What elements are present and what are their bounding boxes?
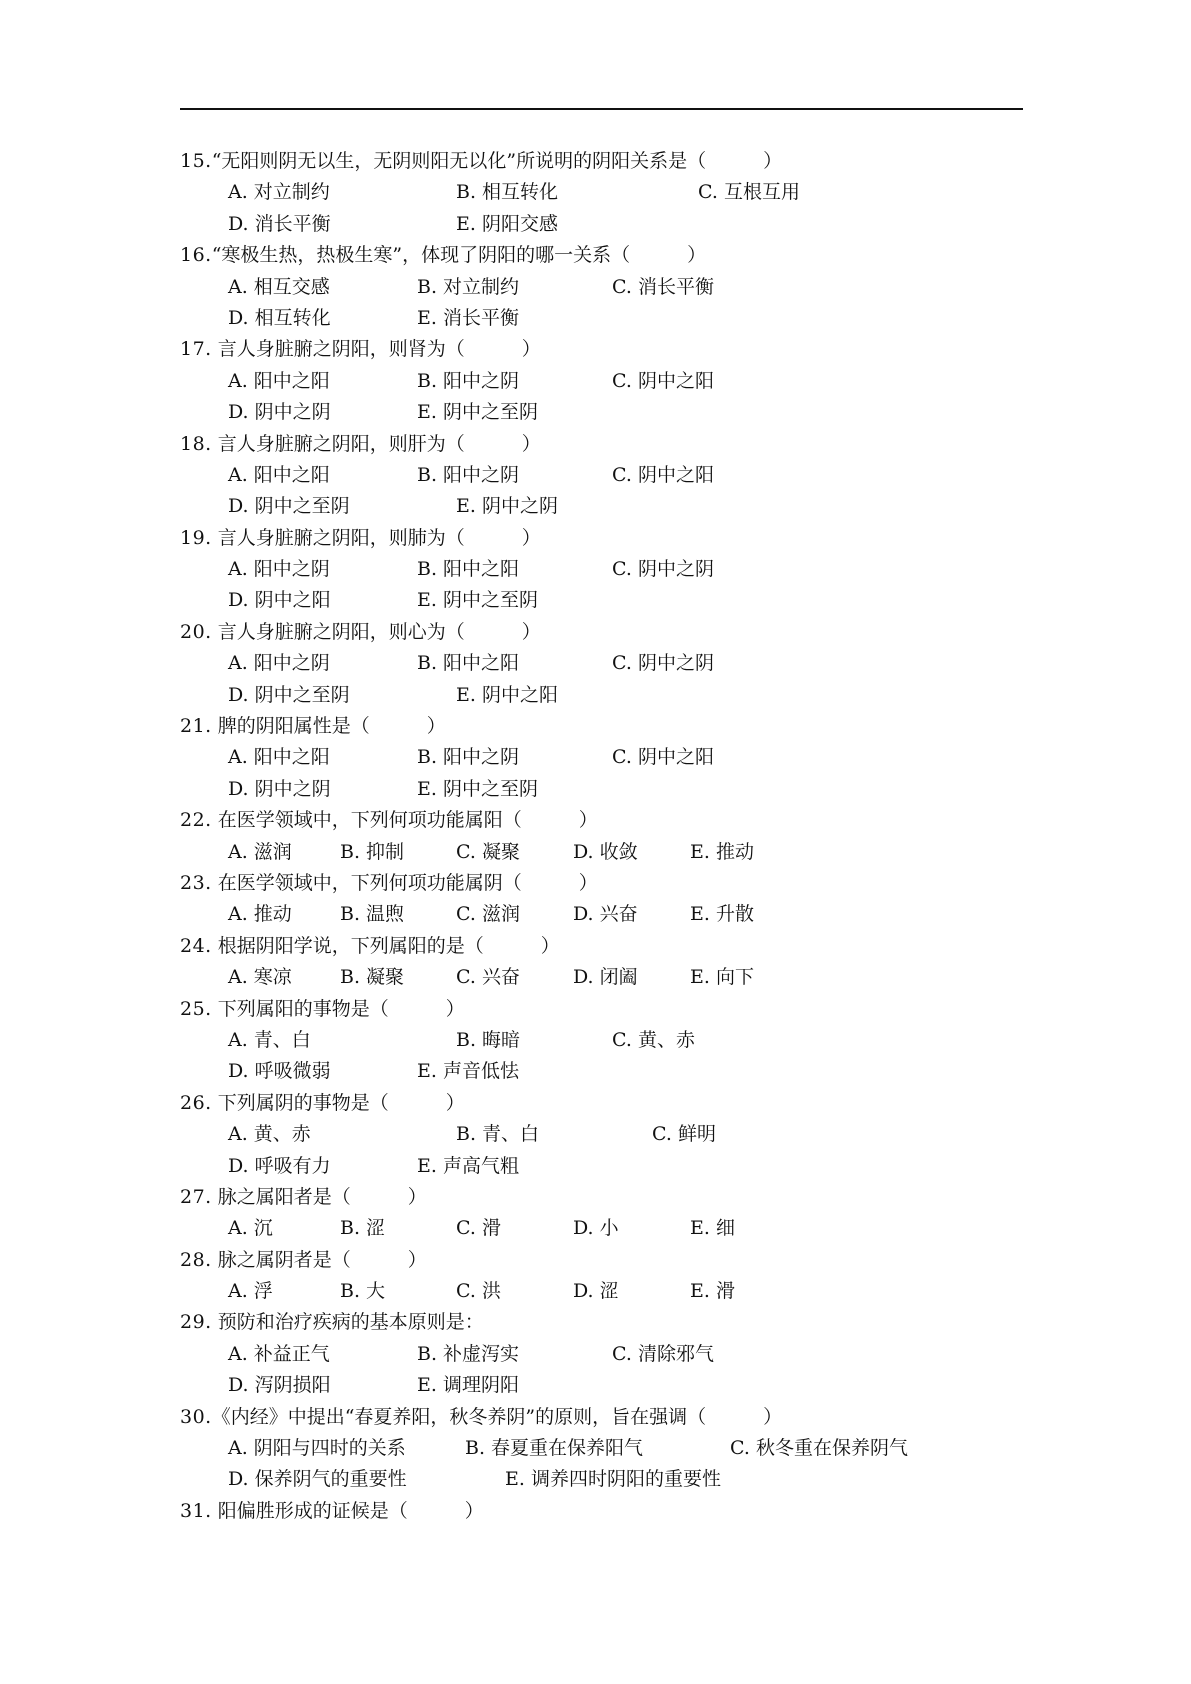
answer-option[interactable]: C. 鲜明 (652, 1123, 716, 1146)
answer-option[interactable]: C. 秋冬重在保养阴气 (730, 1437, 908, 1460)
option-row (180, 177, 1040, 208)
question-text: “无阳则阴无以生，无阴则阳无以化”所说明的阴阳关系是（ ） (211, 150, 783, 172)
question-number: 15. (180, 150, 212, 172)
question-stem (180, 1182, 1040, 1213)
answer-option[interactable]: E. 推动 (690, 840, 754, 863)
option-row (180, 1151, 1040, 1182)
question-stem (180, 523, 1040, 554)
answer-option[interactable]: E. 阴中之至阴 (417, 589, 538, 612)
answer-option[interactable]: B. 阳中之阴 (417, 463, 520, 486)
option-row (180, 837, 1040, 868)
answer-option[interactable]: C. 滑 (456, 1217, 501, 1240)
answer-option[interactable]: C. 黄、赤 (612, 1028, 695, 1051)
question-number: 28. (180, 1248, 212, 1271)
answer-option[interactable]: C. 清除邪气 (612, 1342, 714, 1365)
question-stem (180, 994, 1040, 1025)
question-stem (180, 334, 1040, 365)
answer-option[interactable]: A. 对立制约 (228, 181, 330, 204)
answer-option[interactable]: D. 小 (573, 1217, 619, 1240)
question-number: 23. (180, 871, 212, 894)
answer-option[interactable]: B. 春夏重在保养阳气 (465, 1437, 644, 1460)
question-stem (180, 931, 1040, 962)
answer-option[interactable]: D. 阴中之阳 (228, 589, 331, 612)
question-stem (180, 1088, 1040, 1119)
option-row (180, 899, 1040, 930)
answer-option[interactable]: C. 阴中之阳 (612, 463, 714, 486)
question-number: 16. (180, 244, 212, 267)
question-text: 根据阴阳学说，下列属阳的是（ ） (211, 934, 560, 957)
question-number: 30. (180, 1405, 212, 1428)
question-text: “寒极生热，热极生寒”，体现了阴阳的哪一关系（ ） (211, 244, 707, 267)
answer-option[interactable]: C. 阴中之阳 (612, 746, 714, 769)
option-row (180, 1213, 1040, 1244)
answer-option[interactable]: C. 兴奋 (456, 966, 520, 989)
question-list (180, 146, 1040, 1527)
answer-option[interactable]: A. 阳中之阴 (228, 558, 330, 581)
question-stem (180, 240, 1040, 271)
answer-option[interactable]: E. 调理阴阳 (417, 1374, 519, 1397)
question-number: 29. (180, 1311, 212, 1334)
question-number: 26. (180, 1091, 212, 1114)
question-text: 言人身脏腑之阴阳，则心为（ ） (211, 620, 541, 643)
question-text: 下列属阳的事物是（ ） (211, 997, 465, 1020)
question-text: 言人身脏腑之阴阳，则肝为（ ） (211, 432, 541, 455)
answer-option[interactable]: E. 细 (690, 1217, 735, 1240)
answer-option[interactable]: E. 声高气粗 (417, 1154, 519, 1177)
question-number: 22. (180, 809, 212, 832)
answer-option[interactable]: E. 阴中之阳 (456, 683, 558, 706)
question-number: 21. (180, 715, 212, 738)
answer-option[interactable]: D. 保养阴气的重要性 (228, 1468, 407, 1491)
question-stem (180, 1307, 1040, 1338)
answer-option[interactable]: C. 阴中之阴 (612, 652, 714, 675)
answer-option[interactable]: E. 调养四时阴阳的重要性 (505, 1468, 721, 1491)
question-number: 24. (180, 934, 212, 957)
answer-option[interactable]: B. 相互转化 (456, 181, 559, 204)
answer-option[interactable]: A. 阳中之阳 (228, 463, 330, 486)
answer-option[interactable]: D. 兴奋 (573, 903, 638, 926)
answer-option[interactable]: D. 阴中之至阴 (228, 495, 350, 518)
question-stem (180, 805, 1040, 836)
answer-option[interactable]: E. 声音低怯 (417, 1060, 519, 1083)
question-stem (180, 711, 1040, 742)
answer-option[interactable]: C. 滋润 (456, 903, 520, 926)
answer-option[interactable]: D. 收敛 (573, 840, 638, 863)
answer-option[interactable]: A. 补益正气 (228, 1342, 330, 1365)
answer-option[interactable]: A. 寒凉 (228, 966, 292, 989)
option-row (180, 774, 1040, 805)
answer-option[interactable]: C. 阴中之阳 (612, 369, 714, 392)
answer-option[interactable]: C. 互根互用 (698, 181, 800, 204)
option-row (180, 1119, 1040, 1150)
answer-option[interactable]: D. 泻阴损阳 (228, 1374, 331, 1397)
answer-option[interactable]: B. 阳中之阴 (417, 369, 520, 392)
answer-option[interactable]: E. 阴中之阴 (456, 495, 558, 518)
option-row (180, 1025, 1040, 1056)
option-row (180, 272, 1040, 303)
question-stem (180, 1402, 1040, 1433)
question-text: 脾的阴阳属性是（ ） (211, 715, 446, 738)
option-row (180, 460, 1040, 491)
answer-option[interactable]: B. 晦暗 (456, 1028, 521, 1051)
question-stem (180, 1496, 1040, 1527)
option-row (180, 1339, 1040, 1370)
answer-option[interactable]: D. 阴中之阴 (228, 401, 331, 424)
answer-option[interactable]: D. 相互转化 (228, 306, 331, 329)
answer-option[interactable]: A. 滋润 (228, 840, 292, 863)
answer-option[interactable]: A. 推动 (228, 903, 292, 926)
answer-option[interactable]: D. 呼吸有力 (228, 1154, 331, 1177)
answer-option[interactable]: D. 呼吸微弱 (228, 1060, 331, 1083)
question-text: 在医学领域中，下列何项功能属阳（ ） (211, 809, 598, 832)
answer-option[interactable]: A. 沉 (228, 1217, 273, 1240)
option-row (180, 648, 1040, 679)
answer-option[interactable]: B. 阳中之阳 (417, 558, 520, 581)
answer-option[interactable]: A. 阳中之阴 (228, 652, 330, 675)
answer-option[interactable]: E. 向下 (690, 966, 754, 989)
answer-option[interactable]: A. 黄、赤 (228, 1123, 311, 1146)
question-number: 17. (180, 338, 212, 361)
question-stem (180, 429, 1040, 460)
option-row (180, 397, 1040, 428)
question-number: 25. (180, 997, 212, 1020)
answer-option[interactable]: A. 阳中之阳 (228, 369, 330, 392)
answer-option[interactable]: C. 阴中之阴 (612, 558, 714, 581)
question-number: 20. (180, 620, 212, 643)
question-number: 31. (180, 1499, 212, 1522)
answer-option[interactable]: B. 阳中之阴 (417, 746, 520, 769)
answer-option[interactable]: C. 凝聚 (456, 840, 520, 863)
answer-option[interactable]: A. 阴阳与四时的关系 (228, 1437, 406, 1460)
answer-option[interactable]: E. 消长平衡 (417, 306, 519, 329)
option-row (180, 554, 1040, 585)
answer-option[interactable]: E. 阴阳交感 (456, 212, 558, 235)
answer-option[interactable]: D. 阴中之至阴 (228, 683, 350, 706)
question-text: 言人身脏腑之阴阳，则肾为（ ） (211, 338, 541, 361)
option-row (180, 1464, 1040, 1495)
option-row (180, 209, 1040, 240)
option-row (180, 366, 1040, 397)
answer-option[interactable]: E. 阴中之至阴 (417, 777, 538, 800)
answer-option[interactable]: E. 升散 (690, 903, 754, 926)
question-text: 言人身脏腑之阴阳，则肺为（ ） (211, 526, 541, 549)
question-text: 阳偏胜形成的证候是（ ） (211, 1499, 484, 1522)
answer-option[interactable]: A. 阳中之阳 (228, 746, 330, 769)
option-row (180, 1370, 1040, 1401)
option-row (180, 303, 1040, 334)
answer-option[interactable]: D. 阴中之阴 (228, 777, 331, 800)
header-rule (180, 108, 1023, 110)
question-text: 脉之属阳者是（ ） (211, 1185, 427, 1208)
answer-option[interactable]: B. 对立制约 (417, 275, 520, 298)
answer-option[interactable]: B. 涩 (340, 1217, 386, 1240)
question-stem (180, 146, 1040, 177)
answer-option[interactable]: C. 消长平衡 (612, 275, 714, 298)
question-text: 《内经》中提出“春夏养阳，秋冬养阴”的原则，旨在强调（ ） (211, 1405, 783, 1428)
question-text: 脉之属阴者是（ ） (211, 1248, 427, 1271)
question-number: 27. (180, 1185, 212, 1208)
option-row (180, 1276, 1040, 1307)
option-row (180, 1433, 1040, 1464)
answer-option[interactable]: B. 温煦 (340, 903, 405, 926)
answer-option[interactable]: B. 阳中之阳 (417, 652, 520, 675)
answer-option[interactable]: B. 大 (340, 1280, 386, 1303)
option-row (180, 491, 1040, 522)
question-stem (180, 1245, 1040, 1276)
answer-option[interactable]: D. 涩 (573, 1280, 619, 1303)
question-number: 19. (180, 526, 212, 549)
answer-option[interactable]: D. 消长平衡 (228, 212, 331, 235)
answer-option[interactable]: B. 补虚泻实 (417, 1342, 520, 1365)
answer-option[interactable]: B. 青、白 (456, 1123, 540, 1146)
answer-option[interactable]: A. 相互交感 (228, 275, 330, 298)
option-row (180, 680, 1040, 711)
answer-option[interactable]: E. 滑 (690, 1280, 735, 1303)
question-text: 在医学领域中，下列何项功能属阴（ ） (211, 871, 598, 894)
answer-option[interactable]: C. 洪 (456, 1280, 501, 1303)
answer-option[interactable]: B. 抑制 (340, 840, 405, 863)
question-stem (180, 617, 1040, 648)
option-row (180, 585, 1040, 616)
option-row (180, 962, 1040, 993)
answer-option[interactable]: E. 阴中之至阴 (417, 401, 538, 424)
answer-option[interactable]: D. 闭阖 (573, 966, 638, 989)
answer-option[interactable]: A. 浮 (228, 1280, 273, 1303)
answer-option[interactable]: A. 青、白 (228, 1028, 311, 1051)
question-text: 下列属阴的事物是（ ） (211, 1091, 465, 1114)
question-stem (180, 868, 1040, 899)
answer-option[interactable]: B. 凝聚 (340, 966, 405, 989)
option-row (180, 742, 1040, 773)
question-text: 预防和治疗疾病的基本原则是： (211, 1311, 484, 1334)
question-number: 18. (180, 432, 212, 455)
option-row (180, 1056, 1040, 1087)
